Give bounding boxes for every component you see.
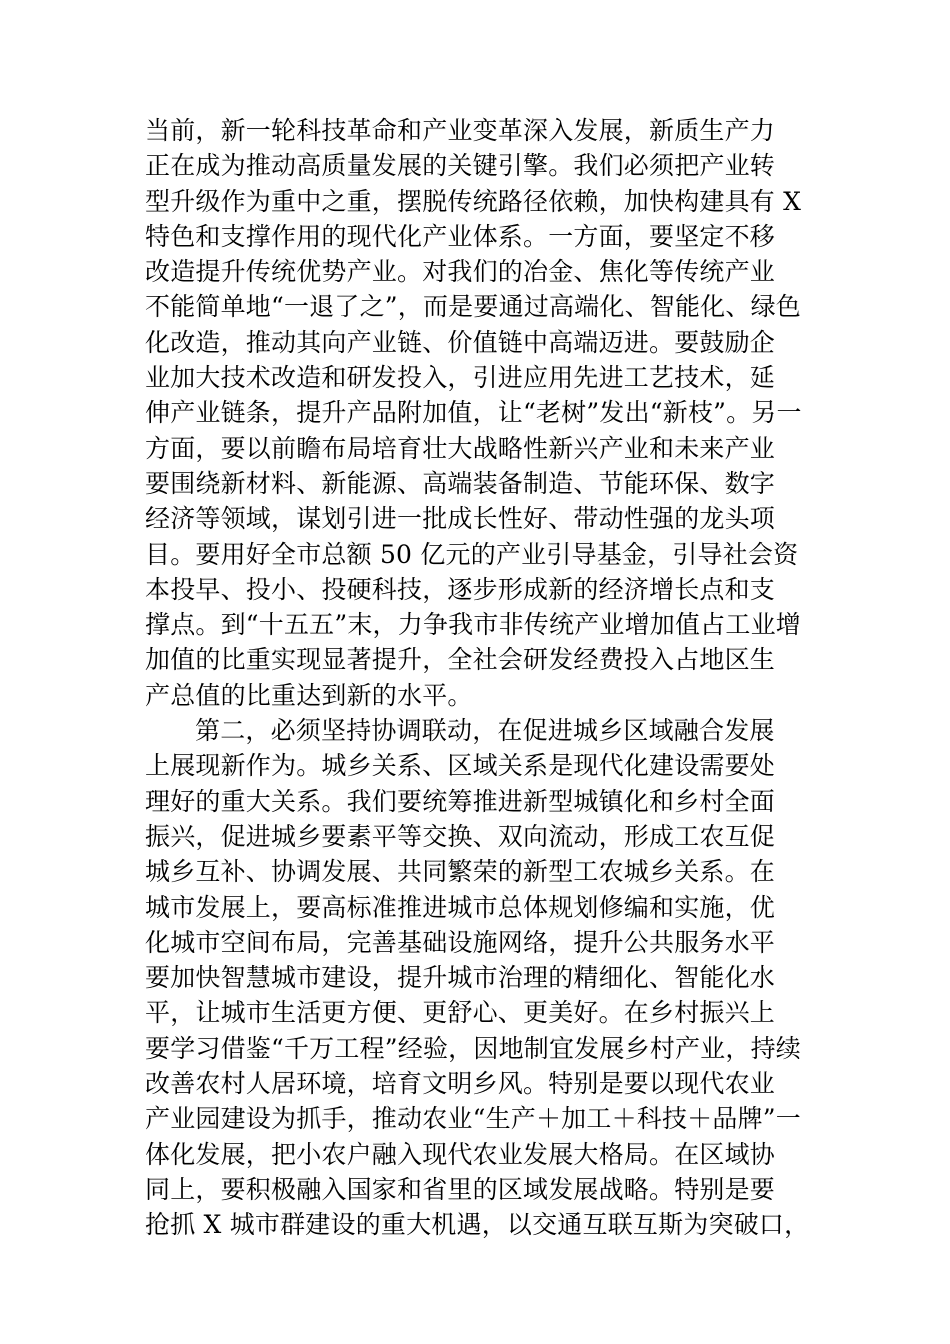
text-line: 城市发展上，要高标准推进城市总体规划修编和实施，优 [145,892,776,922]
text-line: 城乡互补、协调发展、共同繁荣的新型工农城乡关系。在 [145,857,776,887]
text-line: 产业园建设为抓手，推动农业“生产＋加工＋科技＋品牌”一 [145,1104,801,1134]
text-line: 目。要用好全市总额 50 亿元的产业引导基金，引导社会资 [145,539,799,569]
text-line: 产总值的比重达到新的水平。 [145,680,473,710]
text-line: 同上，要积极融入国家和省里的区域发展战略。特别是要 [145,1174,776,1204]
text-line: 经济等领域，谋划引进一批成长性好、带动性强的龙头项 [145,504,776,534]
paragraph-start-line: 第二，必须坚持协调联动，在促进城乡区域融合发展 [195,716,775,746]
text-line: 平，让城市生活更方便、更舒心、更美好。在乡村振兴上 [145,998,776,1028]
text-line: 改善农村人居环境，培育文明乡风。特别是要以现代农业 [145,1069,776,1099]
text-line: 体化发展，把小农户融入现代农业发展大格局。在区域协 [145,1139,776,1169]
body-text [145,113,810,1243]
text-line: 振兴，促进城乡要素平等交换、双向流动，形成工农互促 [145,821,776,851]
text-line: 改造提升传统优势产业。对我们的冶金、焦化等传统产业 [145,257,776,287]
text-line: 上展现新作为。城乡关系、区域关系是现代化建设需要处 [145,751,776,781]
text-line: 化改造，推动其向产业链、价值链中高端迈进。要鼓励企 [145,327,776,357]
text-line: 特色和支撑作用的现代化产业体系。一方面，要坚定不移 [145,221,776,251]
text-line: 正在成为推动高质量发展的关键引擎。我们必须把产业转 [145,151,776,181]
text-line: 化城市空间布局，完善基础设施网络，提升公共服务水平 [145,927,776,957]
text-line: 要加快智慧城市建设，提升城市治理的精细化、智能化水 [145,963,776,993]
text-line: 业加大技术改造和研发投入，引进应用先进工艺技术，延 [145,363,776,393]
text-line: 本投早、投小、投硬科技，逐步形成新的经济增长点和支 [145,574,776,604]
text-line: 要学习借鉴“千万工程”经验，因地制宜发展乡村产业，持续 [145,1033,801,1063]
text-line: 当前，新一轮科技革命和产业变革深入发展，新质生产力 [145,116,776,145]
text-line: 型升级作为重中之重，摆脱传统路径依赖，加快构建具有 X [145,186,802,216]
text-line: 撑点。到“十五五”末，力争我市非传统产业增加值占工业增 [145,610,801,640]
text-line: 不能简单地“一退了之”，而是要通过高端化、智能化、绿色 [145,292,801,322]
text-line: 伸产业链条，提升产品附加值，让“老树”发出“新枝”。另一 [145,398,802,428]
text-line: 要围绕新材料、新能源、高端装备制造、节能环保、数字 [145,468,776,498]
text-line: 抢抓 X 城市群建设的重大机遇，以交通互联互斯为突破口， [145,1210,810,1240]
text-line: 加值的比重实现显著提升，全社会研发经费投入占地区生 [145,645,776,675]
text-line: 方面，要以前瞻布局培育壮大战略性新兴产业和未来产业 [145,433,776,463]
text-line: 理好的重大关系。我们要统筹推进新型城镇化和乡村全面 [145,786,776,816]
